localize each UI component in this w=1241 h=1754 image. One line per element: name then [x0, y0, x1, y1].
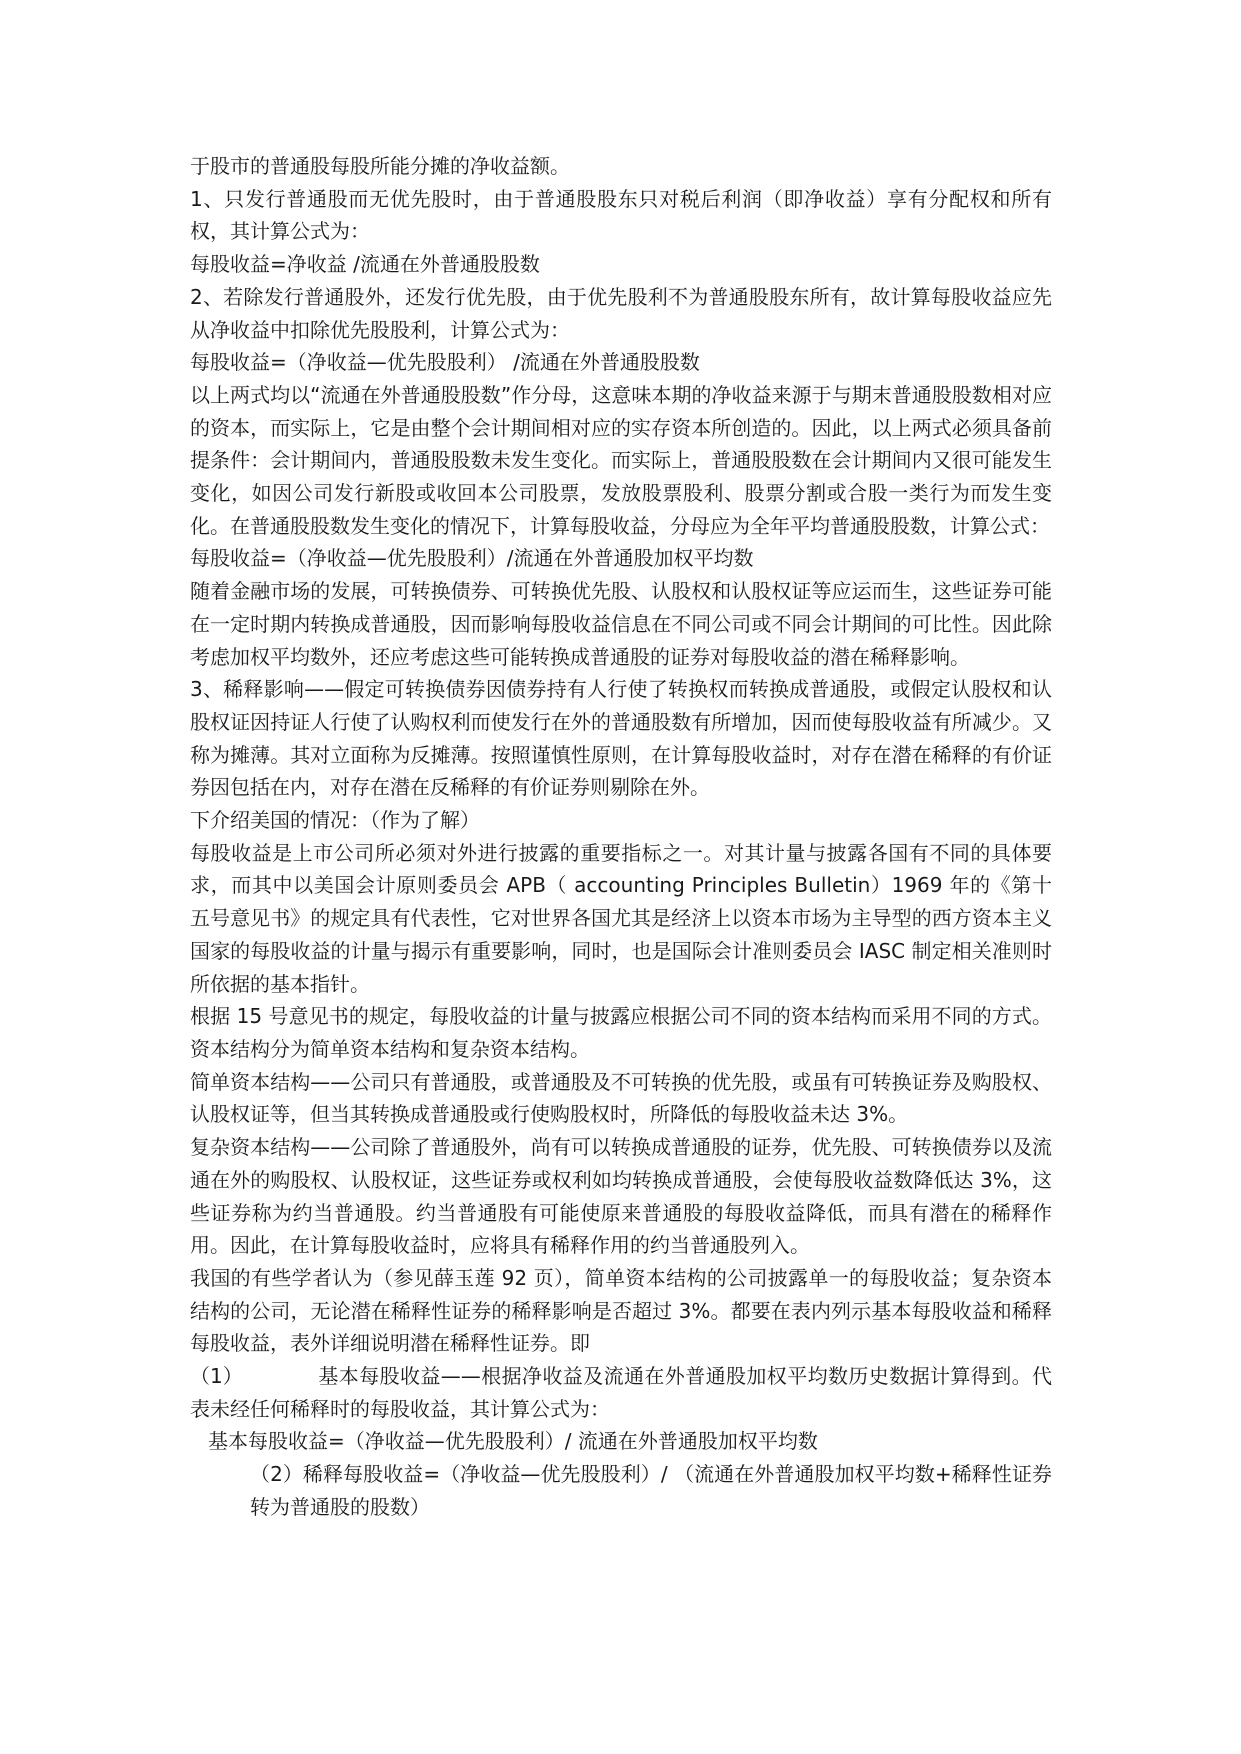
paragraph: 于股市的普通股每股所能分摊的净收益额。	[190, 154, 570, 178]
list-text: 基本每股收益——根据净收益及流通在外普通股加权平均数历史数据计算得到。代表未经任何稀释时的每股收益，其计算公式为：	[190, 1364, 1052, 1421]
paragraph: 根据 15 号意见书的规定，每股收益的计量与披露应根据公司不同的资本结构而采用不同的方式。资本结构分为简单资本结构和复杂资本结构。	[190, 1004, 1052, 1061]
paragraph: 3、稀释影响——假定可转换债券因债券持有人行使了转换权而转换成普通股，或假定认股权和认股权证因持证人行使了认购权利而使发行在外的普通股数有所增加，因而使每股收益有所减少。又称为摊薄。其对立面称为反摊薄。按照谨慎性原则，在计算每股收益时，对存在潜在稀释的有价证券因包括在内，对存在潜在反稀释的有价证券则剔除在外。	[190, 677, 1052, 800]
paragraph: 我国的有些学者认为（参见薛玉莲 92 页），简单资本结构的公司披露单一的每股收益；复杂资本结构的公司，无论潜在稀释性证券的稀释影响是否超过 3%。都要在表内列示基本每股收益和稀释每股收益，表外详细说明潜在稀释性证券。即	[190, 1265, 1052, 1356]
paragraph: 2、若除发行普通股外，还发行优先股，由于优先股利不为普通股股东所有，故计算每股收益应先从净收益中扣除优先股股利，计算公式为：	[190, 284, 1052, 342]
paragraph: 随着金融市场的发展，可转换债券、可转换优先股、认股权和认股权证等应运而生，这些证券可能在一定时期内转换成普通股，因而影响每股收益信息在不同公司或不同会计期间的可比性。因此除考虑加权平均数外，还应考虑这些可能转换成普通股的证券对每股收益的潜在稀释影响。	[190, 579, 1052, 669]
list-item-basic-eps	[190, 1360, 1052, 1425]
formula: 每股收益=（净收益—优先股股利） /流通在外普通股股数	[190, 350, 700, 375]
paragraph: 1、只发行普通股而无优先股时，由于普通股股东只对税后利润（即净收益）享有分配权和所有权，其计算公式为：	[190, 186, 1052, 244]
list-number: （1）	[190, 1364, 243, 1389]
formula-basic-eps: 基本每股收益=（净收益—优先股股利）/ 流通在外普通股加权平均数	[208, 1429, 818, 1454]
formula: 每股收益=净收益 /流通在外普通股股数	[190, 252, 540, 277]
list-item-diluted-eps: （2）稀释每股收益=（净收益—优先股股利）/ （流通在外普通股加权平均数+稀释性证券转为普通股的股数）	[250, 1462, 1052, 1519]
paragraph: 以上两式均以“流通在外普通股股数”作分母，这意味本期的净收益来源于与期末普通股股数相对应的资本，而实际上，它是由整个会计期间相对应的实存资本所创造的。因此，以上两式必须具备前提条件：会计期间内，普通股股数未发生变化。而实际上，普通股股数在会计期间内又很可能发生变化，如因公司发行新股或收回本公司股票，发放股票股利、股票分割或合股一类行为而发生变化。在普通股股数发生变化的情况下，计算每股收益，分母应为全年平均普通股股数，计算公式：	[190, 382, 1052, 538]
paragraph: 复杂资本结构——公司除了普通股外，尚有可以转换成普通股的证券，优先股、可转换债券以及流通在外的购股权、认股权证，这些证券或权利如均转换成普通股，会使每股收益数降低达 3%，这些证券称为约当普通股。约当普通股有可能使原来普通股的每股收益降低，而具有潜在的稀释作用。因此，在计算每股收益时，应将具有稀释作用的约当普通股列入。	[190, 1135, 1052, 1258]
paragraph: 每股收益是上市公司所必须对外进行披露的重要指标之一。对其计量与披露各国有不同的具体要求，而其中以美国会计原则委员会 APB（ accounting Principles Bulletin）1969 年的《第十五号意见书》的规定具有代表性，它对世界各国尤其是经济上以资本市场为主导型的西方资本主义国家的每股收益的计量与揭示有重要影响，同时，也是国际会计准则委员会 IASC 制定相关准则时所依据的基本指针。	[190, 840, 1052, 996]
document-body	[190, 150, 1052, 1524]
formula: 每股收益=（净收益—优先股股利）/流通在外普通股加权平均数	[190, 546, 754, 571]
paragraph: 下介绍美国的情况：（作为了解）	[190, 808, 480, 833]
paragraph: 简单资本结构——公司只有普通股，或普通股及不可转换的优先股，或虽有可转换证券及购股权、认股权证等，但当其转换成普通股或行使购股权时，所降低的每股收益未达 3%。	[190, 1069, 1052, 1127]
